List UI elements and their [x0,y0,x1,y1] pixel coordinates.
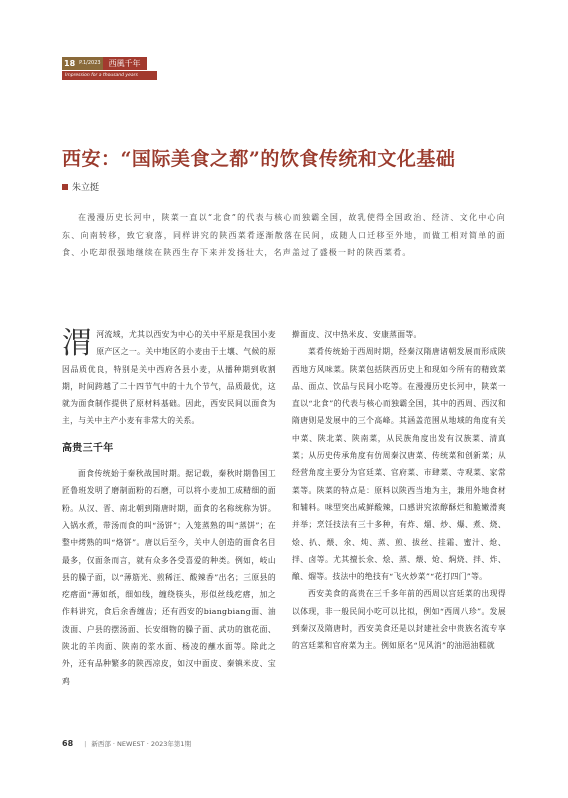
body-paragraph: 擀面皮、汉中热米皮、安康蒸面等。 [292,330,422,339]
author-line [62,180,99,193]
footer-divider: | [84,739,87,748]
section-heading: 高贵三千年 [62,442,114,454]
body-paragraph: 菜肴传统始于西周时期，经秦汉隋唐诸朝发展而形成陕西地方风味菜。陕菜包括陕西历史上和现如今所有的精致菜品、面点、饮品与民间小吃等。在漫漫历史长河中，陕菜一直以“北食”的代表与核心而独霸全国，其中的西周、西汉和隋唐则是发展中的三个高峰。其涵盖范围从地域的角度有关中菜、陕北菜、陕南菜，从民族角度出发有汉族菜、清真菜；从历史传承角度有仿周秦汉唐菜、传统菜和创新菜；从经营角度主要分为官廷菜、官府菜、市肆菜、寺观菜、家常菜等。陕菜的特点是：原料以陕西当地为主，兼用外地食材和辅料。味型突出咸鲜酸辣，口感讲究浓醇酥烂和脆嫩滑爽并举；烹饪技法有三十多种，有炸、熘、炒、爆、煮、烧、烩、扒、煨、氽、炖、蒸、煎、拔丝、挂霜、蜜汁、炝、拌、卤等。尤其擅长氽、烩、蒸、煨、炝、焖烧、拌、炸、酿、熘等。技法中的绝技有“飞火炒菜”“花打四门”等。 [292,347,506,582]
body-paragraph [62,326,276,430]
author-name: 朱立挺 [72,183,100,193]
section-tag [62,57,147,70]
body-column-right [292,326,506,655]
body-paragraph: 西安美食的高贵在三千多年前的西周以宫廷菜的出现得以体现，非一般民间小吃可以比拟，例如“西周八珍”。发展到秦汉及隋唐时，西安美食还是以封建社会中贵族名流专享的宫廷菜和官府菜为主。例如原名“见风消”的油浥油糕就 [292,589,506,651]
issue-code: P.1/2023 [77,57,102,70]
author-marker-icon [62,184,68,190]
body-paragraph: 面食传统始于秦秋战国时期。据记载，秦秋时期鲁国工匠鲁班发明了磨制面粉的石磨，可以将小麦加工成精细的面粉。从汉、晋、南北朝到隋唐时期，面食的名称统称为饼。入锅水煮，带汤而食的叫“汤饼”；入笼蒸熟的叫“蒸饼”；在整中烤熟的叫“烙饼”。唐以后至今，关中人创造的面食名目最多，仅面条而言，就有众多各受喜爱的种类。例如，岐山县的臊子面，以“薄筋光、煎稀汪、酸辣香”出名；三原县的疙瘩面“薄如纸，细如线，缠绕筷头，形似丝线疙瘩，加之作料讲究，食后余香缠齿；还有西安的biangbiang面、油泼面、户县的摆汤面、长安细物的臊子面、武功的旗花面、陕北的羊肉面、陕南的浆水面、杨凌的蘸水面等。除此之外，还有品种繁多的陕西凉皮，如汉中面皮、秦镇米皮、宝鸡 [62,469,276,686]
drop-cap: 渭 [62,326,93,361]
page-number: 68 [62,739,74,748]
section-subtitle: Impression for a thousand years [62,71,157,80]
paragraph-text: 河流域，尤其以西安为中心的关中平原是我国小麦原产区之一。关中地区的小麦由于土壤、气候的原因品质优良，特别是关中西府各县小麦，从播种期到收割期，时间跨越了二十四节气中的十九个节气，品质最优，这就为面食制作提供了原材料基础。因此，西安民间以面食为主，与关中主产小麦有非常大的关系。 [62,330,276,426]
article-abstract: 在漫漫历史长河中，陕菜一直以“北食”的代表与核心而独霸全国，故乳使得全国政治、经济、文化中心向东、向南转移，致它衰落，同样讲究的陕西菜肴逐渐散落在民间，成随人口迁移至外地，而做工相对简单的面食、小吃却很强地继续在陕西生存下来并发扬壮大，名声盖过了盛极一时的陕西菜肴。 [62,213,506,257]
body-column-left [62,326,276,690]
issue-number: 18 [64,59,76,68]
section-label: 西風千年 [103,57,147,70]
article-title: 西安：“国际美食之都”的饮食传统和文化基础 [62,148,456,170]
page-footer [62,739,191,748]
magazine-info: 新西部 · NEWEST · 2023年第1期 [91,740,192,748]
